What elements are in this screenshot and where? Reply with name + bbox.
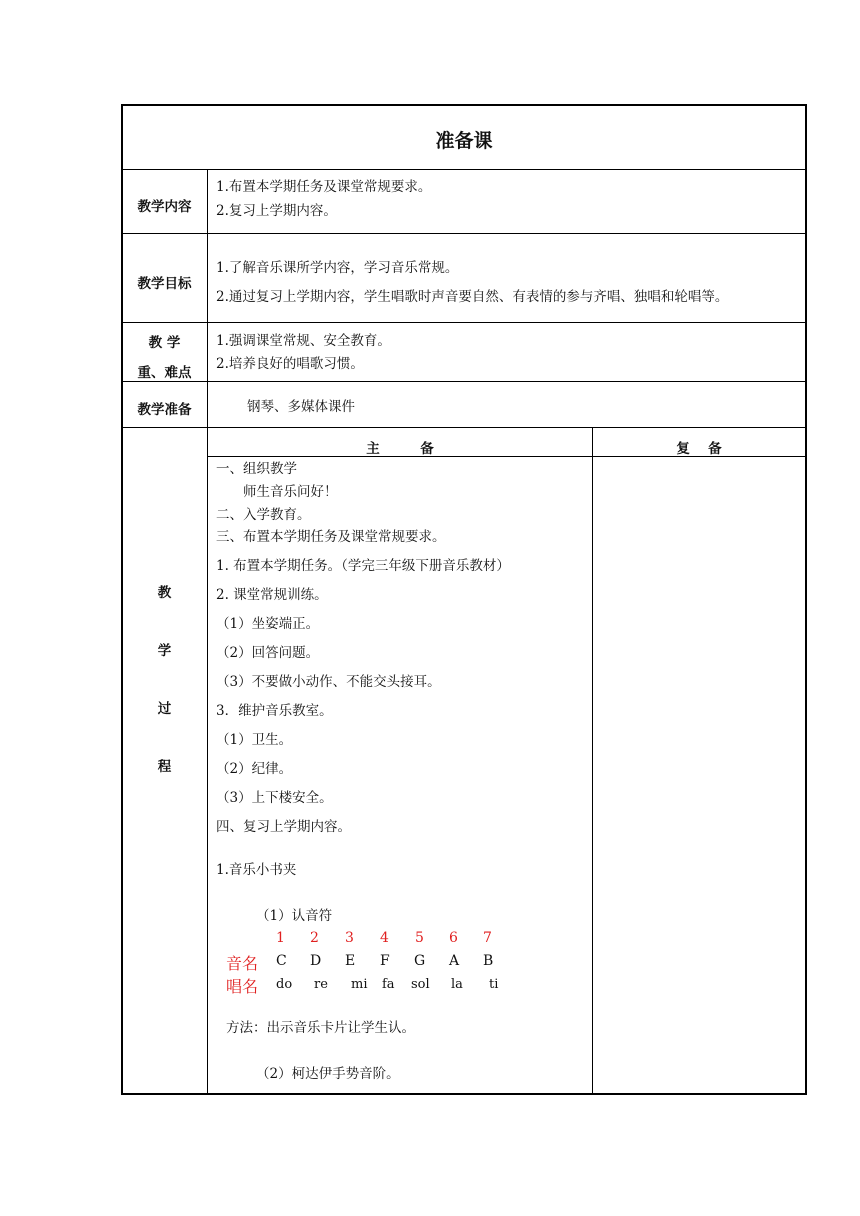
process-line: （2）柯达伊手势音阶。 — [256, 1066, 400, 1082]
note-number: 4 — [380, 930, 389, 946]
key-points-label: 重、难点 — [137, 365, 192, 381]
pitch-name: A — [449, 953, 460, 969]
note-number: 7 — [483, 930, 492, 946]
label-column-divider — [207, 169, 208, 1094]
sing-name: ti — [489, 977, 499, 992]
note-number: 2 — [310, 930, 319, 946]
review-column-divider — [592, 427, 593, 1094]
note-number: 6 — [449, 930, 458, 946]
process-label-char: 教 — [157, 585, 172, 601]
process-line: 四、复习上学期内容。 — [216, 819, 351, 835]
goals-line: 2.通过复习上学期内容，学生唱歌时声音要自然、有表情的参与齐唱、独唱和轮唱等。 — [216, 289, 729, 305]
key-points-label: 教 学 — [148, 335, 181, 351]
row-divider — [121, 381, 807, 382]
process-label-char: 程 — [157, 759, 172, 775]
content-line: 2.复习上学期内容。 — [216, 203, 337, 219]
sing-name: la — [451, 977, 463, 992]
process-line: 1.音乐小书夹 — [216, 862, 297, 878]
sing-name: sol — [411, 977, 430, 992]
process-line: 二、入学教育。 — [216, 507, 311, 523]
row-divider — [121, 233, 807, 234]
main-prep-header: 主 备 — [366, 441, 434, 457]
process-line: 方法：出示音乐卡片让学生认。 — [226, 1020, 415, 1036]
content-line: 1.布置本学期任务及课堂常规要求。 — [216, 179, 432, 195]
process-line: （1）坐姿端正。 — [216, 616, 320, 632]
row-divider — [121, 427, 807, 428]
table-border-right — [805, 104, 807, 1095]
sing-name: re — [314, 977, 328, 992]
pitch-name-label: 音名 — [226, 954, 259, 973]
process-line: 三、布置本学期任务及课堂常规要求。 — [216, 529, 446, 545]
table-border-top — [121, 104, 807, 106]
preparation-text: 钢琴、多媒体课件 — [247, 399, 355, 415]
process-label-char: 过 — [157, 701, 172, 717]
row-divider — [121, 322, 807, 323]
note-number: 3 — [345, 930, 354, 946]
sing-name-label: 唱名 — [226, 977, 259, 996]
process-line: 2. 课堂常规训练。 — [216, 587, 328, 603]
key-points-line: 1.强调课堂常规、安全教育。 — [216, 333, 391, 349]
process-line: 师生音乐问好！ — [216, 484, 338, 500]
note-number: 5 — [415, 930, 424, 946]
pitch-name: C — [276, 953, 287, 969]
goals-line: 1.了解音乐课所学内容，学习音乐常规。 — [216, 260, 459, 276]
pitch-name: F — [380, 953, 390, 969]
preparation-label: 教学准备 — [137, 402, 192, 418]
note-number: 1 — [276, 930, 285, 946]
pitch-name: G — [414, 953, 426, 969]
process-line: （3）不要做小动作、不能交头接耳。 — [216, 674, 441, 690]
pitch-name: B — [483, 953, 494, 969]
pitch-name: D — [310, 953, 322, 969]
process-line: 3．维护音乐教室。 — [216, 703, 333, 719]
process-line: （3）上下楼安全。 — [216, 790, 333, 806]
process-label-char: 学 — [157, 643, 172, 659]
process-line: 一、组织教学 — [216, 461, 297, 477]
process-line: （2）纪律。 — [216, 761, 293, 777]
pitch-name: E — [345, 953, 356, 969]
process-line: （1）卫生。 — [216, 732, 293, 748]
sing-name: fa — [382, 977, 395, 992]
content-label: 教学内容 — [137, 199, 192, 215]
table-border-bottom — [121, 1093, 807, 1095]
page-title: 准备课 — [435, 130, 493, 152]
key-points-line: 2.培养良好的唱歌习惯。 — [216, 356, 364, 372]
row-divider — [121, 169, 807, 170]
process-line: （1）认音符 — [256, 908, 333, 924]
process-line: 1. 布置本学期任务。（学完三年级下册音乐教材） — [216, 558, 510, 574]
review-prep-header: 复 备 — [676, 441, 722, 457]
sing-name: mi — [351, 977, 368, 992]
goals-label: 教学目标 — [137, 276, 192, 292]
process-line: （2）回答问题。 — [216, 645, 320, 661]
sing-name: do — [276, 977, 293, 992]
